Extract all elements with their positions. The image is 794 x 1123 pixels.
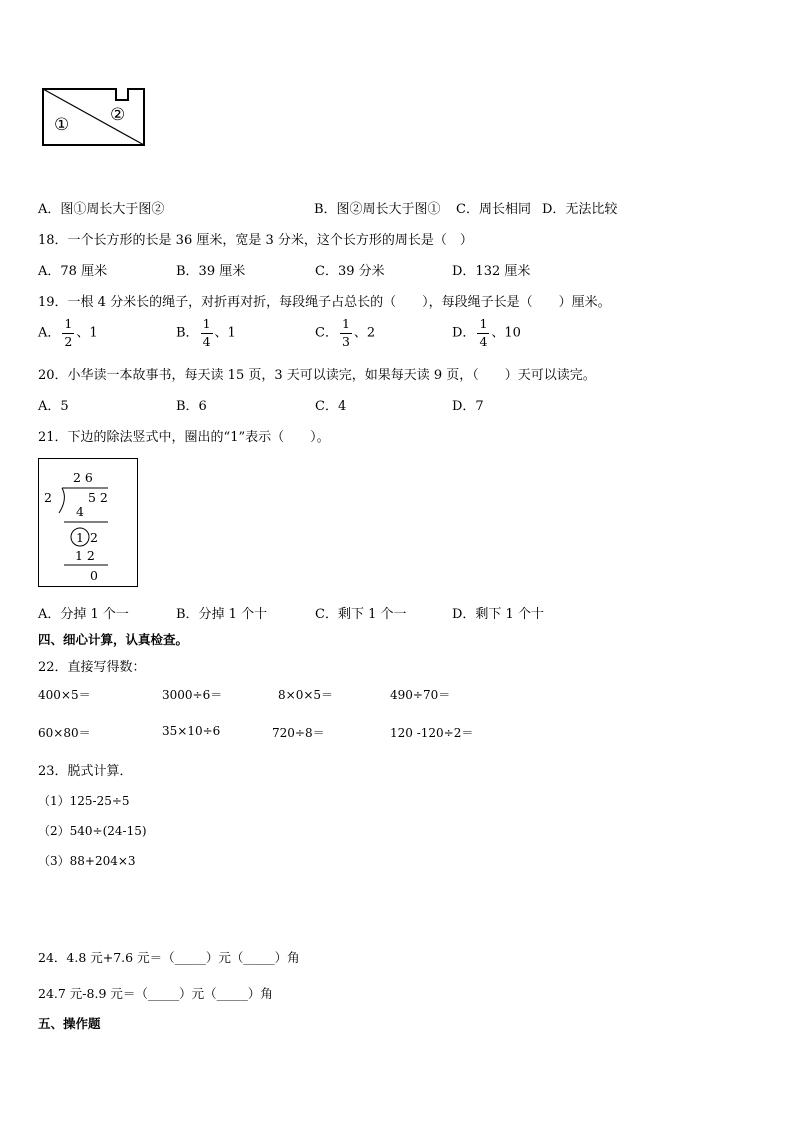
q21-option-c: C．剩下 1 个一 (315, 607, 407, 622)
division-bracket-curve (59, 488, 64, 513)
perimeter-figure (40, 86, 148, 148)
q18-option-c: C．39 分米 (315, 264, 385, 279)
q22-expr-5: 60×80＝ (38, 726, 91, 740)
q21-option-d: D．剩下 1 个十 (452, 607, 544, 622)
numerator: 1 (201, 318, 213, 334)
division-quotient: 2 6 (73, 470, 93, 485)
long-division-figure (38, 458, 138, 588)
circled-digit: 1 (76, 530, 84, 545)
division-divisor: 2 (44, 490, 52, 505)
q22-expr-1: 400×5＝ (38, 688, 91, 702)
q23-question: 23．脱式计算． (38, 764, 133, 779)
q18-option-b: B．39 厘米 (176, 264, 246, 279)
numerator: 1 (62, 318, 74, 334)
option-tail: 、1 (214, 325, 236, 341)
q19-option-d (452, 318, 521, 348)
q20-question: 20．小华读一本故事书，每天读 15 页，3 天可以读完，如果每天读 9 页，（ ）天可以读完。 (38, 368, 596, 383)
option-letter: B． (176, 325, 199, 341)
section-4-heading: 四、细心计算，认真检查。 (38, 632, 189, 647)
q19-question: 19．一根 4 分米长的绳子，对折再对折，每段绳子占总长的（ ），每段绳子长是（ ）厘米。 (38, 295, 611, 310)
q21-question: 21．下边的除法竖式中，圈出的“1”表示（ ）。 (38, 430, 330, 445)
q20-option-b: B．6 (176, 399, 207, 414)
q17-option-c: C．周长相同 (456, 202, 531, 217)
option-tail: 、1 (76, 325, 98, 341)
option-letter: A． (38, 325, 61, 341)
q24-line-2: 24.7 元-8.9 元＝（_____）元（_____）角 (38, 986, 273, 1001)
q22-expr-6: 35×10÷6 (162, 724, 221, 738)
fraction (201, 318, 213, 348)
q22-expr-4: 490÷70＝ (390, 688, 451, 702)
option-tail: 、2 (353, 325, 376, 341)
section-5-heading: 五、操作题 (38, 1016, 101, 1031)
option-letter: C． (315, 325, 338, 341)
numerator: 1 (477, 318, 489, 334)
denominator: 2 (64, 333, 73, 349)
q24-line-1: 24．4.8 元+7.6 元＝（_____）元（_____）角 (38, 950, 300, 965)
q20-option-a: A．5 (38, 399, 69, 414)
q19-option-a (38, 318, 98, 348)
division-remainder-digit: 2 (90, 530, 98, 545)
fraction (477, 318, 489, 348)
denominator: 4 (479, 333, 488, 349)
q19-option-c (315, 318, 375, 348)
denominator: 3 (341, 333, 350, 349)
q17-option-b: B．图②周长大于图① (314, 202, 441, 217)
q23-item-3: （3）88+204×3 (38, 854, 136, 868)
division-step1: 4 (76, 504, 84, 519)
q17-option-d: D．无法比较 (542, 202, 618, 217)
q17-option-a: A．图①周长大于图② (38, 202, 165, 217)
q19-option-b (176, 318, 236, 348)
fraction (340, 318, 352, 348)
q22-expr-7: 720÷8＝ (272, 726, 325, 740)
q22-expr-8: 120 -120÷2＝ (390, 726, 474, 740)
figure-label-1: ① (54, 115, 70, 135)
option-letter: D． (452, 325, 476, 341)
q20-option-d: D．7 (452, 399, 484, 414)
q22-expr-2: 3000÷6＝ (162, 688, 223, 702)
q20-option-c: C．4 (315, 399, 347, 414)
q21-option-b: B．分掉 1 个十 (176, 607, 268, 622)
division-step2: 1 2 (75, 548, 95, 563)
figure-label-2: ② (110, 105, 126, 125)
q23-item-2: （2）540÷(24-15) (38, 824, 147, 838)
q22-question: 22．直接写得数： (38, 660, 146, 675)
q18-option-d: D．132 厘米 (452, 264, 531, 279)
division-dividend: 5 2 (88, 490, 108, 505)
division-final: 0 (90, 568, 98, 583)
denominator: 4 (202, 333, 211, 349)
q21-option-a: A．分掉 1 个一 (38, 607, 129, 622)
q22-expr-3: 8×0×5＝ (278, 688, 334, 702)
fraction (62, 318, 74, 348)
q18-question: 18．一个长方形的长是 36 厘米，宽是 3 分米，这个长方形的周长是（ ） (38, 233, 473, 248)
numerator: 1 (340, 318, 352, 334)
q18-option-a: A．78 厘米 (38, 264, 108, 279)
q23-item-1: （1）125-25÷5 (38, 794, 130, 808)
option-tail: 、10 (491, 325, 521, 341)
